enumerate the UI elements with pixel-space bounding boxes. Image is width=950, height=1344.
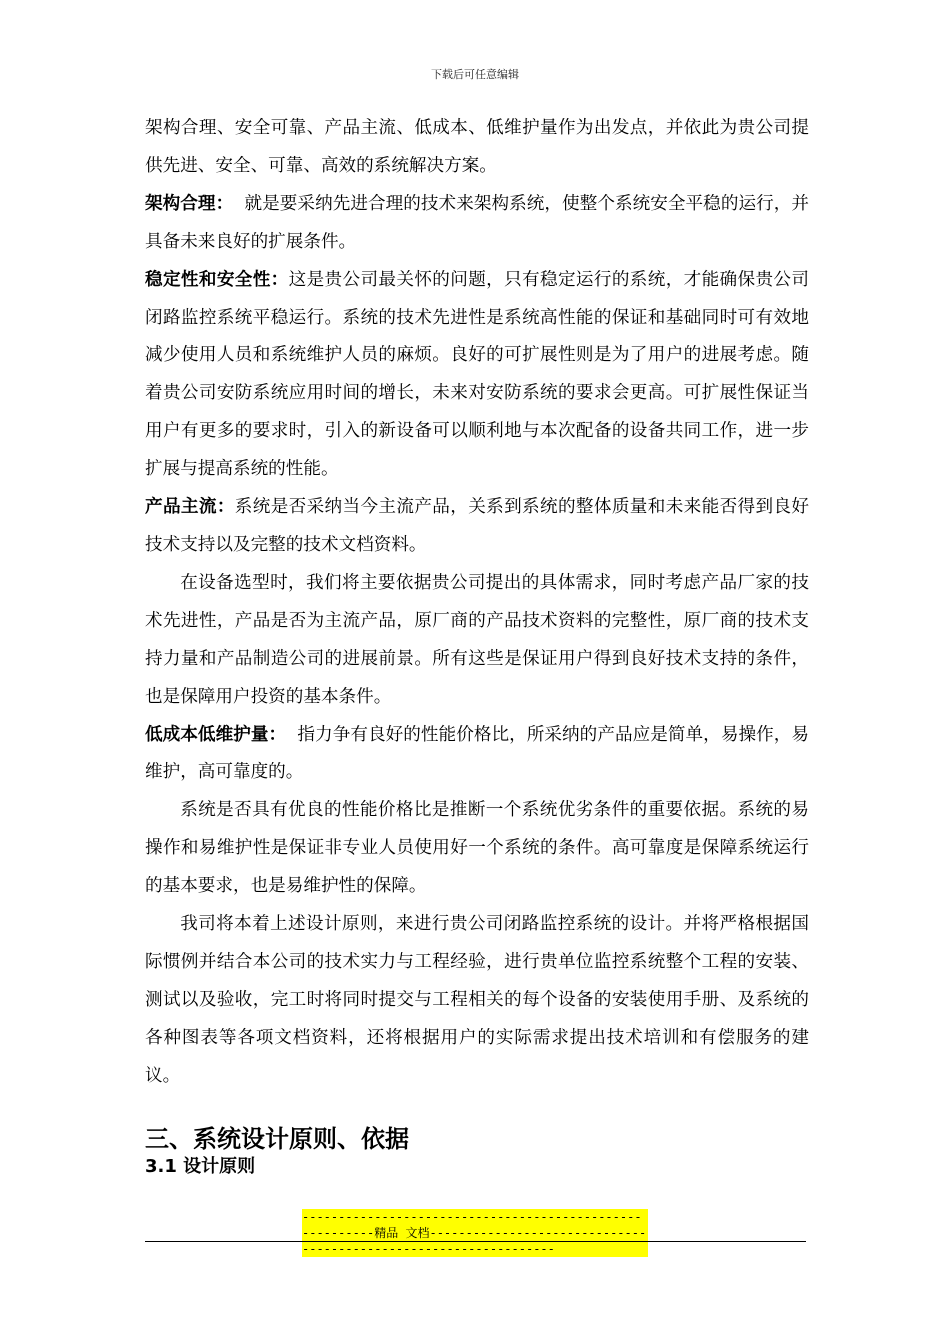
paragraph-text: 这是贵公司最关怀的问题，只有稳定运行的系统，才能确保贵公司闭路监控系统平稳运行。系统的技术先进性是系统高性能的保证和基础同时可有效地减少使用人员和系统维护人员的麻烦。良好的可扩展性则是为了用户的进展考虑。随着贵公司安防系统应用时间的增长，未来对安防系统的要求会更高。可扩展性保证当用户有更多的要求时，引入的新设备可以顺利地与本次配备的设备共同工作，进一步扩展与提高系统的性能。 [145,269,809,480]
paragraph-label: 架构合理： [145,193,234,214]
footer-divider [145,1241,806,1242]
paragraph-text: 就是要采纳先进合理的技术来架构系统，使整个系统安全平稳的运行，并具备未来良好的扩展条件。 [145,193,809,252]
paragraph-mainstream [145,489,809,565]
paragraph-label: 稳定性和安全性： [145,269,289,290]
section-heading: 三、系统设计原则、依据 [145,1125,409,1153]
paragraph-low-cost [145,717,809,793]
paragraph-label: 低成本低维护量： [145,724,287,745]
paragraph-price-performance [145,792,809,906]
paragraph-selection [145,565,809,717]
paragraph-text: 架构合理、安全可靠、产品主流、低成本、低维护量作为出发点，并依此为贵公司提供先进、安全、可靠、高效的系统解决方案。 [145,118,809,176]
paragraph-text: 在设备选型时，我们将主要依据贵公司提出的具体需求，同时考虑产品厂家的技术先进性，产品是否为主流产品，原厂商的产品技术资料的完整性，原厂商的技术支持力量和产品制造公司的进展前景。所有这些是保证用户得到良好技术支持的条件，也是保障用户投资的基本条件。 [145,572,809,707]
body-text [145,110,809,1096]
paragraph-text: 我司将本着上述设计原则，来进行贵公司闭路监控系统的设计。并将严格根据国际惯例并结合本公司的技术实力与工程经验，进行贵单位监控系统整个工程的安装、测试以及验收，完工时将同时提交与工程相关的每个设备的安装使用手册、及系统的各种图表等各项文档资料，还将根据用户的实际需求提出技术培训和有偿服务的建议。 [145,914,809,1086]
paragraph-text: 系统是否具有优良的性能价格比是推断一个系统优劣条件的重要依据。系统的易操作和易维护性是保证非专业人员使用好一个系统的条件。高可靠度是保障系统运行的基本要求，也是易维护性的保障。 [145,800,809,897]
paragraph-text: 系统是否采纳当今主流产品，关系到系统的整体质量和未来能否得到良好技术支持以及完整的技术文档资料。 [145,497,809,555]
subsection-heading: 3.1 设计原则 [145,1156,256,1177]
footer-watermark: ---------------------------------------------------------精品 文档----------------------------------------------------------------- [302,1210,647,1256]
paragraph-commitment [145,906,809,1096]
page-header: 下载后可任意编辑 [431,68,519,81]
paragraph-text: 指力争有良好的性能价格比，所采纳的产品应是简单，易操作，易维护，高可靠度的。 [145,724,809,783]
paragraph-stability [145,262,809,489]
paragraph-label: 产品主流： [145,497,235,518]
paragraph-architecture [145,186,809,262]
paragraph-intro [145,110,809,186]
